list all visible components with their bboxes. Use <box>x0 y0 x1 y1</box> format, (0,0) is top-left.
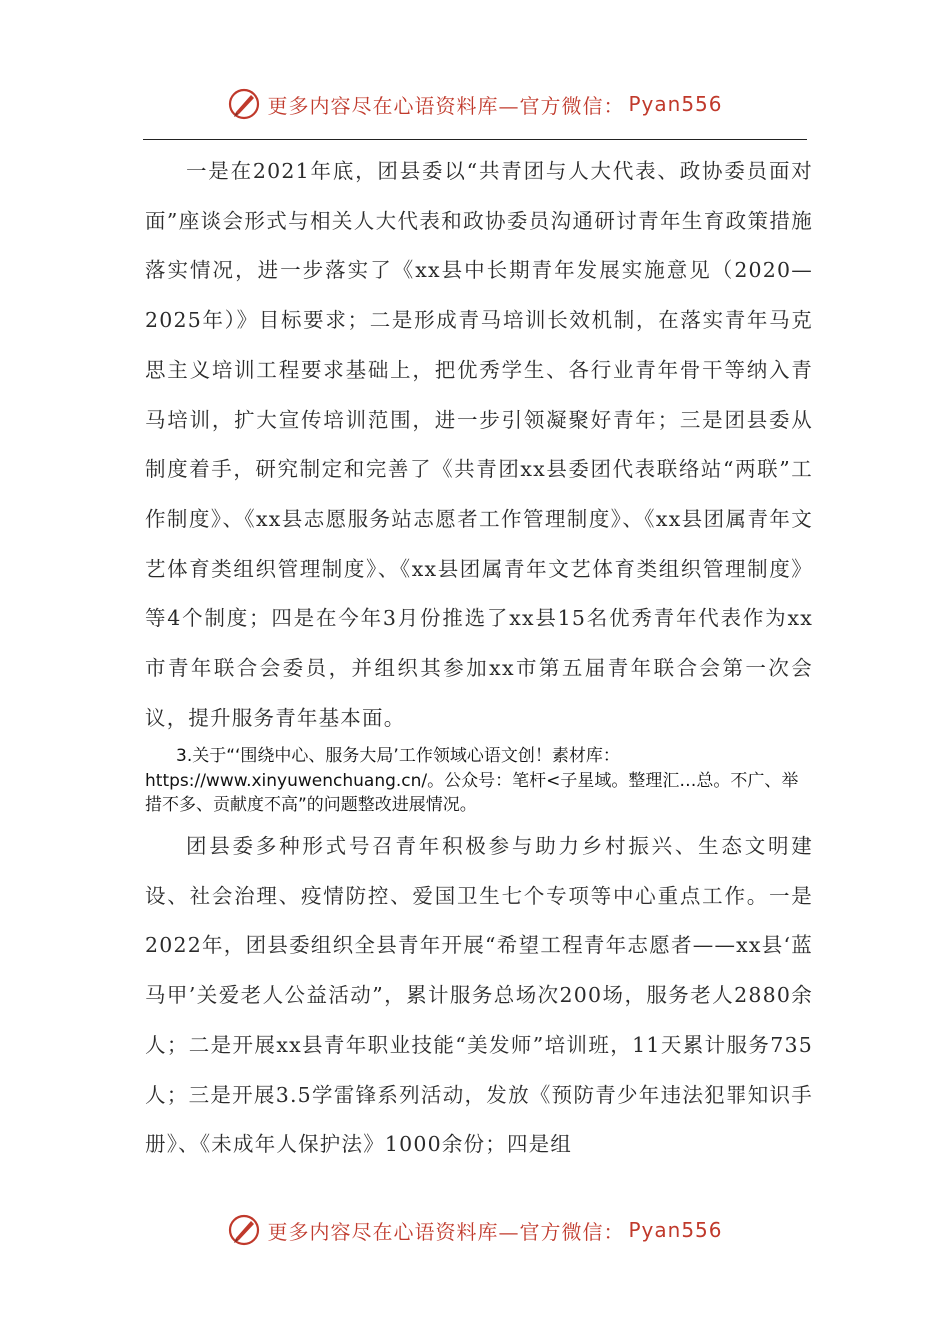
pen-logo-icon <box>227 1213 261 1247</box>
section-heading-3: 3.关于“‘围绕中心、服务大局’工作领域心语文创！素材库：https://www.xinyuwenchuang.cn/。公众号：笔杆<子星域。整理汇…总。不广、举措不多、贡献度不高”的问题整改进展情况。 <box>145 746 799 815</box>
body-paragraph-3: 团县委多种形式号召青年积极参与助力乡村振兴、生态文明建设、社会治理、疫情防控、爱国卫生七个专项等中心重点工作。一是2022年，团县委组织全县青年开展“希望工程青年志愿者——xx县‘蓝马甲’关爱老人公益活动”，累计服务总场次200场，服务老人2880余人；二是开展xx县青年职业技能“美发师”培训班，11天累计服务735人；三是开展3.5学雷锋系列活动，发放《预防青少年违法犯罪知识手册》、《未成年人保护法》1000余份；四是组 <box>145 834 813 1157</box>
watermark-wechat-id: Pyan556 <box>628 92 723 116</box>
footer-watermark <box>0 1210 950 1250</box>
body-paragraph-1: 一是在2021年底，团县委以“共青团与人大代表、政协委员面对面”座谈会形式与相关人大代表和政协委员沟通研讨青年生育政策措施落实情况，进一步落实了《xx县中长期青年发展实施意见（2020—2025年）》目标要求；二是形成青马培训长效机制，在落实青年马克思主义培训工程要求基础上，把优秀学生、各行业青年骨干等纳入青马培训，扩大宣传培训范围，进一步引领凝聚好青年；三是团县委从制度着手，研究制定和完善了《共青团xx县委团代表联络站“两联”工作制度》、《xx县志愿服务站志愿者工作管理制度》、《xx县团属青年文艺体育类组织管理制度》、《xx县团属青年文艺体育类组织管理制度》等4个制度；四是在今年3月份推选了xx县15名优秀青年代表作为xx市青年联合会委员，并组织其参加xx市第五届青年联合会第一次会议，提升服务青年基本面。 <box>145 159 813 730</box>
pen-logo-icon <box>227 87 261 121</box>
header-watermark <box>0 84 950 124</box>
watermark-text: 更多内容尽在心语资料库—官方微信： <box>267 93 625 118</box>
watermark-wechat-id: Pyan556 <box>628 1218 723 1242</box>
watermark-text: 更多内容尽在心语资料库—官方微信： <box>267 1219 625 1244</box>
header-divider <box>143 139 807 140</box>
